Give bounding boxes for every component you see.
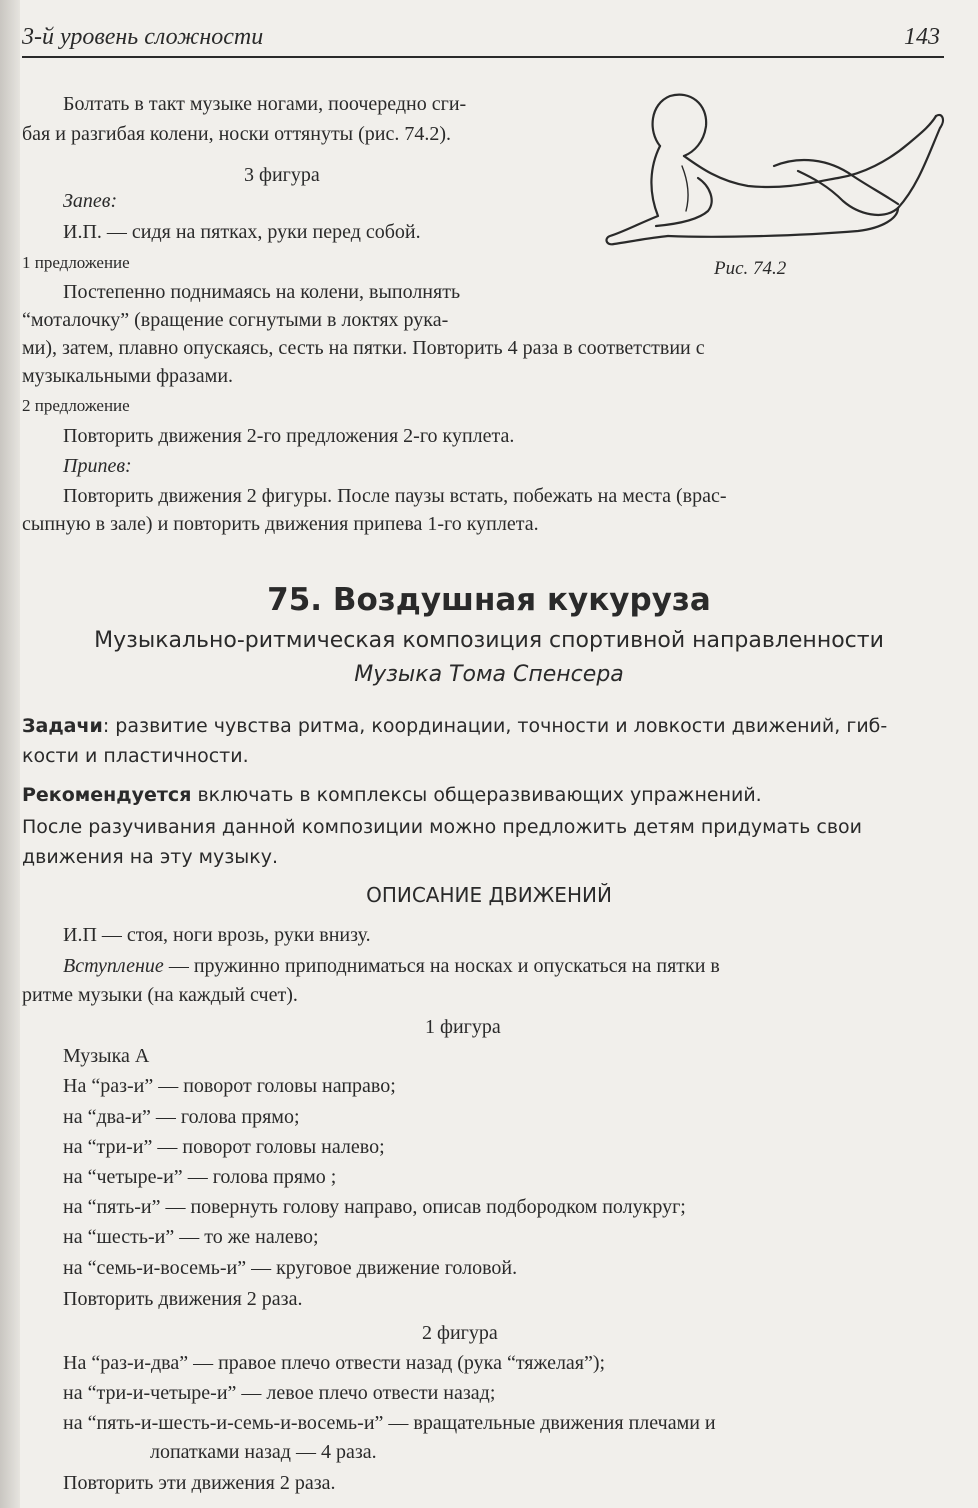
page-header — [22, 18, 944, 58]
text-line: Повторить движения 2-го предложения 2-го куплета. — [63, 425, 515, 447]
list-item: на “три-и-четыре-и” — левое плечо отвести назад; — [63, 1382, 496, 1404]
list-item: Повторить эти движения 2 раза. — [63, 1472, 336, 1494]
text-line: кости и пластичности. — [22, 745, 249, 767]
recommended-text: включать в комплексы общеразвивающих упражнений. — [191, 784, 762, 806]
intro-label: Вступление — [63, 955, 164, 977]
list-item: на “четыре-и” — голова прямо ; — [63, 1166, 337, 1188]
text-line: Болтать в такт музыке ногами, поочередно сги- — [63, 93, 467, 115]
list-item: лопатками назад — 4 раза. — [150, 1441, 377, 1463]
text-line: сыпную в зале) и повторить движения припева 1-го куплета. — [22, 513, 539, 535]
music-credit: Музыка Тома Спенсера — [354, 662, 624, 687]
list-item: На “раз-и” — поворот головы направо; — [63, 1075, 396, 1097]
section-subtitle: Музыкально-ритмическая композиция спортивной направленности — [94, 628, 884, 653]
list-item: на “три-и” — поворот головы налево; — [63, 1136, 385, 1158]
text-line: И.П — стоя, ноги врозь, руки внизу. — [63, 924, 371, 946]
tasks-text: : развитие чувства ритма, координации, точности и ловкости движений, гиб- — [102, 715, 888, 737]
page-number: 143 — [904, 24, 940, 50]
recommended-line — [22, 780, 762, 810]
intro-line — [63, 951, 720, 981]
figure-3-heading: 3 фигура — [244, 164, 320, 186]
list-item: Музыка А — [63, 1045, 150, 1067]
text-line: Повторить движения 2 фигуры. После паузы встать, побежать на места (врас- — [63, 485, 727, 507]
text-line: “моталочку” (вращение согнутыми в локтях рука- — [22, 309, 449, 331]
zapev-label: Запев: — [63, 190, 118, 212]
figure-2-heading: 2 фигура — [422, 1322, 498, 1344]
text-line: движения на эту музыку. — [22, 846, 279, 868]
figure-1-heading: 1 фигура — [425, 1016, 501, 1038]
section-title: 75. Воздушная кукуруза — [267, 582, 711, 618]
lying-child-illustration — [598, 86, 948, 261]
text-line: Постепенно поднимаясь на колени, выполнять — [63, 281, 461, 303]
text-line: ритме музыки (на каждый счет). — [22, 984, 298, 1006]
intro-text: — пружинно приподниматься на носках и опускаться на пятки в — [163, 955, 720, 977]
running-head: 3-й уровень сложности — [22, 24, 264, 50]
figure-caption: Рис. 74.2 — [714, 258, 787, 279]
text-line: ми), затем, плавно опускаясь, сесть на пятки. Повторить 4 раза в соответствии с — [22, 337, 705, 359]
text-line: бая и разгибая колени, носки оттянуты (рис. 74.2). — [22, 123, 452, 145]
tasks-label: Задачи — [22, 715, 103, 737]
tasks-line — [22, 711, 887, 741]
list-item: на “два-и” — голова прямо; — [63, 1106, 300, 1128]
text-line: После разучивания данной композиции можно предложить детям придумать свои — [22, 816, 862, 838]
description-heading: ОПИСАНИЕ ДВИЖЕНИЙ — [366, 883, 612, 907]
pripev-label: Припев: — [63, 455, 132, 477]
text-line: музыкальными фразами. — [22, 365, 234, 387]
sentence-1-label: 1 предложение — [22, 253, 130, 272]
list-item: на “семь-и-восемь-и” — круговое движение головой. — [63, 1257, 518, 1279]
list-item: на “пять-и” — повернуть голову направо, описав подбородком полукруг; — [63, 1196, 686, 1218]
text-line: И.П. — сидя на пятках, руки перед собой. — [63, 221, 421, 243]
list-item: Повторить движения 2 раза. — [63, 1288, 303, 1310]
sentence-2-label: 2 предложение — [22, 396, 130, 415]
recommended-label: Рекомендуется — [22, 784, 192, 806]
list-item: На “раз-и-два” — правое плечо отвести назад (рука “тяжелая”); — [63, 1352, 606, 1374]
list-item: на “пять-и-шесть-и-семь-и-восемь-и” — вращательные движения плечами и — [63, 1412, 716, 1434]
list-item: на “шесть-и” — то же налево; — [63, 1226, 319, 1248]
page-binding-shadow — [0, 0, 20, 1508]
